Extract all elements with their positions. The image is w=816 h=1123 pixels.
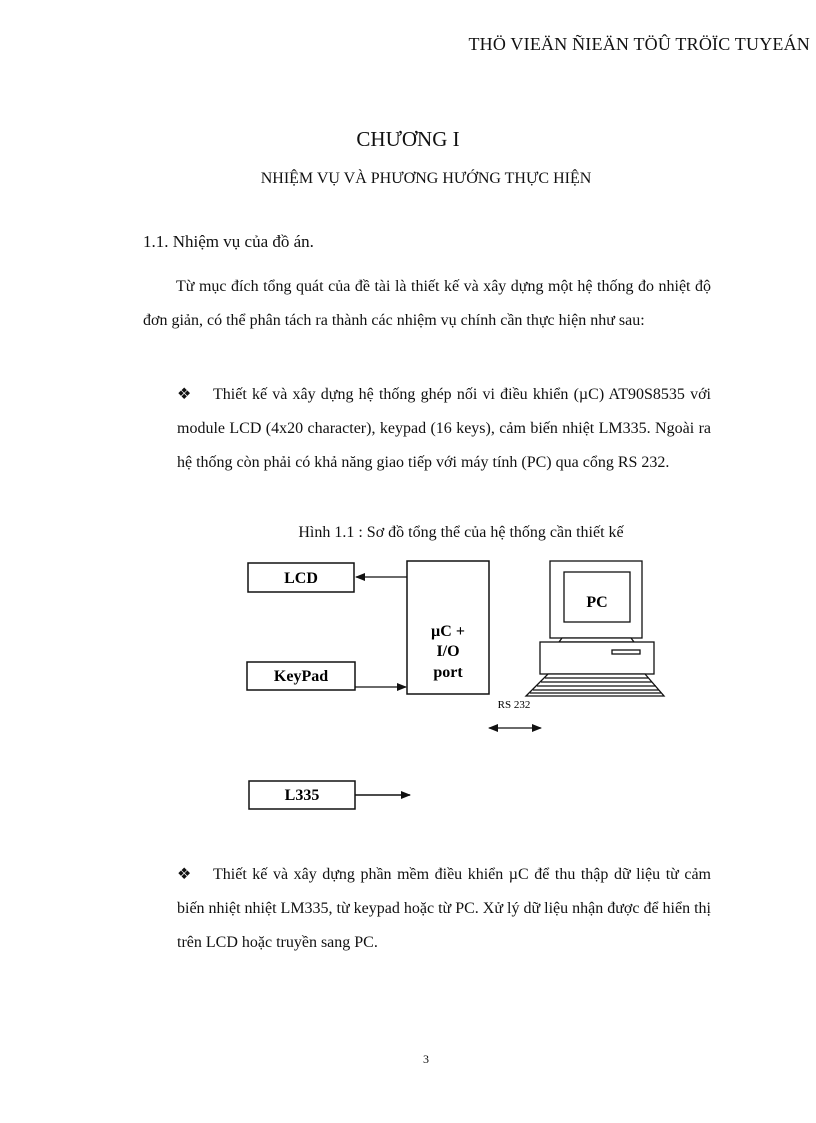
page-number: 3 xyxy=(423,1052,429,1066)
chapter-subtitle: NHIỆM VỤ VÀ PHƯƠNG HƯỚNG THỰC HIỆN xyxy=(260,170,592,187)
l335-label: L335 xyxy=(284,787,320,804)
lcd-block xyxy=(248,563,354,592)
keypad-block xyxy=(247,662,355,690)
keypad-label: KeyPad xyxy=(273,668,329,685)
mcu-label-line-3: port xyxy=(433,664,463,681)
bullet-item-1 xyxy=(177,378,711,480)
system-block-diagram xyxy=(230,550,670,820)
l335-block xyxy=(249,781,355,809)
intro-paragraph: Từ mục đích tổng quát của đề tài là thiết kế và xây dựng một hệ thống đo nhiệt độ đơn giản, có thể phân tách ra thành các nhiệm vụ chính cần thực hiện như sau: xyxy=(143,278,711,329)
section-heading: 1.1. Nhiệm vụ của đồ án. xyxy=(143,232,314,251)
diamond-bullet-icon: ❖ xyxy=(177,866,192,883)
bullet-text-1: Thiết kế và xây dựng hệ thống ghép nối vi điều khiển (µC) AT90S8535 với module LCD (4x20 character), keypad (16 keys), cảm biến nhiệt LM335. Ngoài ra hệ thống còn phải có khả năng giao tiếp với máy tính (PC) qua cổng RS 232. xyxy=(177,386,711,471)
rs232-label: RS 232 xyxy=(497,699,531,711)
mcu-label-line-1: µC + xyxy=(431,623,465,640)
mcu-label-line-2: I/O xyxy=(436,643,460,660)
lcd-label: LCD xyxy=(284,570,318,587)
running-header: THÖ VIEÄN ÑIEÄN TÖÛ TRÖÏC TUYEÁN xyxy=(468,34,810,54)
figure-caption: Hình 1.1 : Sơ đồ tổng thể của hệ thống cần thiết kế xyxy=(298,524,624,541)
chapter-title: CHƯƠNG I xyxy=(356,127,460,151)
pc-computer-icon xyxy=(526,561,664,696)
bullet-item-2 xyxy=(177,858,711,960)
bullet-text-2: Thiết kế và xây dựng phần mềm điều khiển µC để thu thập dữ liệu từ cảm biến nhiệt nhiệt LM335, từ keypad hoặc từ PC. Xử lý dữ liệu nhận được để hiển thị trên LCD hoặc truyền sang PC. xyxy=(177,866,711,951)
diamond-bullet-icon: ❖ xyxy=(177,386,192,403)
pc-label: PC xyxy=(586,594,608,611)
mcu-block xyxy=(407,561,489,694)
